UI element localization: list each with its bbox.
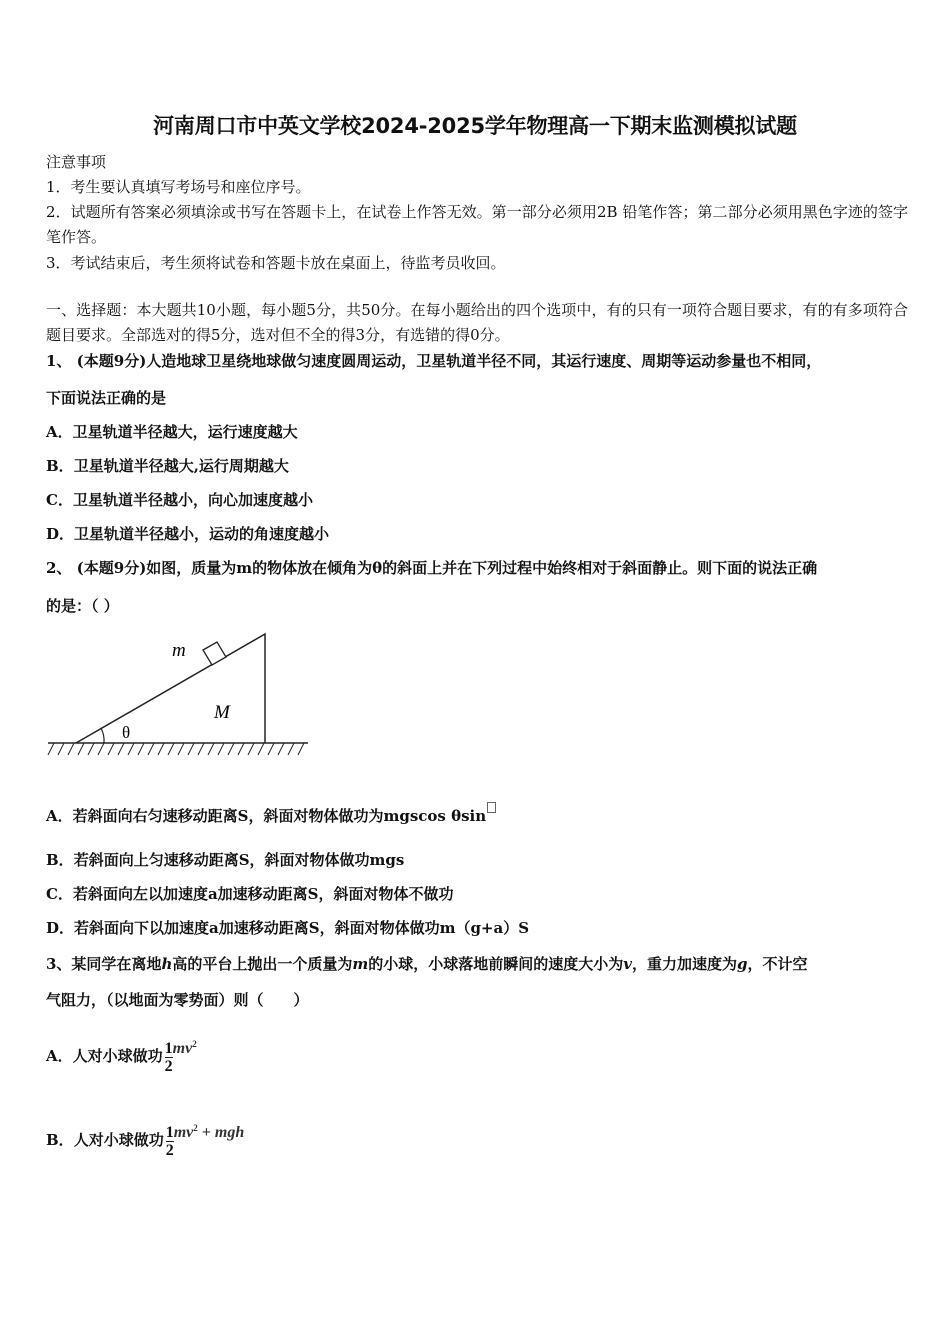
- notice-item-3: 3．考试结束后，考生须将试卷和答题卡放在桌面上，待监考员收回。: [46, 254, 506, 272]
- fraction: [166, 1124, 174, 1159]
- option-label: A．: [46, 423, 73, 441]
- notice-item-2: 2．试题所有答案必须填涂或书写在答题卡上，在试卷上作答无效。第一部分必须用2B 铅笔作答；第二部分必须用黑色字迹的签字笔作答。: [46, 203, 908, 246]
- q1-option-d: [46, 524, 329, 544]
- math-expression: [173, 1040, 197, 1057]
- wedge-label: M: [214, 702, 230, 723]
- q1-stem-line1: 1、 (本题9分)人造地球卫星绕地球做匀速度圆周运动，卫星轨道半径不同，其运行速度、周期等运动参量也不相同，: [46, 352, 822, 370]
- q2-option-a: [46, 802, 496, 826]
- expr-exponent: 2: [192, 1039, 197, 1049]
- q2-option-c: [46, 884, 454, 904]
- option-label: D．: [46, 919, 75, 937]
- q1-option-c: [46, 490, 313, 510]
- option-text: 若斜面向上匀速移动距离S，斜面对物体做功mgs: [73, 851, 405, 869]
- option-label: C．: [46, 491, 73, 509]
- expr-base: mv: [173, 1124, 194, 1141]
- var-m: m: [352, 955, 369, 973]
- var-v: v: [623, 955, 632, 973]
- q3-stem-text: 的小球，小球落地前瞬间的速度大小为: [368, 955, 624, 973]
- fraction-denominator: 2: [165, 1141, 174, 1159]
- q3-stem-text: ，重力加速度为: [631, 955, 737, 973]
- fraction: [165, 1040, 173, 1075]
- option-text: 若斜面向下以加速度a加速移动距离S，斜面对物体做功m（g+a）S: [74, 919, 530, 937]
- option-text: 若斜面向左以加速度a加速移动距离S，斜面对物体不做功: [72, 885, 454, 903]
- option-text: 若斜面向右匀速移动距离S，斜面对物体做功为mgscos θsin: [72, 807, 487, 825]
- expr-exponent: 2: [193, 1123, 198, 1133]
- q2-stem-line1: 2、 (本题9分)如图，质量为m的物体放在倾角为θ的斜面上并在下列过程中始终相对于斜面静止。则下面的说法正确: [46, 559, 818, 577]
- var-h: h: [161, 955, 173, 973]
- option-label: C．: [46, 885, 73, 903]
- option-label: D．: [46, 525, 75, 543]
- option-label: B．: [46, 1131, 74, 1149]
- notice-heading: 注意事项: [46, 153, 107, 171]
- q3-option-a: [46, 1024, 197, 1076]
- block: [203, 642, 226, 665]
- option-text: 卫星轨道半径越大，运行速度越大: [72, 423, 298, 441]
- option-label: B．: [46, 851, 74, 869]
- q3-stem-text: 高的平台上抛出一个质量为: [172, 955, 353, 973]
- var-g: g: [737, 955, 748, 973]
- expr-tail: + mgh: [197, 1124, 245, 1141]
- option-text: 人对小球做功: [73, 1131, 164, 1149]
- fraction-numerator: 1: [165, 1123, 174, 1141]
- q1-option-b: [46, 456, 289, 476]
- option-text: 人对小球做功: [72, 1047, 163, 1065]
- angle-label: θ: [122, 723, 131, 742]
- notice-item-1: 1．考生要认真填写考场号和座位序号。: [46, 178, 311, 196]
- section-intro: 一、选择题：本大题共10小题，每小题5分，共50分。在每小题给出的四个选项中，有的只有一项符合题目要求，有的有多项符合题目要求。全部选对的得5分，选对但不全的得3分，有选错的得0分。: [46, 301, 908, 344]
- q3-option-b: [46, 1108, 244, 1160]
- q3-stem-line2: 气阻力，（以地面为零势面）则（ ）: [46, 991, 309, 1009]
- block-label: m: [172, 640, 186, 661]
- option-label: A．: [46, 1047, 73, 1065]
- angle-arc: [101, 728, 104, 743]
- expr-base: mv: [172, 1040, 193, 1057]
- incline-figure: [46, 628, 316, 760]
- q3-stem-text: ，不计空: [747, 955, 808, 973]
- option-text: 卫星轨道半径越大,运行周期越大: [73, 457, 289, 475]
- option-text: 卫星轨道半径越小，向心加速度越小: [72, 491, 313, 509]
- q2-option-b: [46, 850, 404, 870]
- fraction-numerator: 1: [164, 1039, 173, 1057]
- fraction-denominator: 2: [164, 1057, 173, 1075]
- option-text: 卫星轨道半径越小，运动的角速度越小: [74, 525, 330, 543]
- missing-glyph-box: [487, 802, 496, 813]
- wedge-outline: [76, 634, 265, 743]
- q1-stem-line2: 下面说法正确的是: [46, 389, 167, 407]
- q2-stem-line2: 的是：（ ）: [46, 597, 119, 615]
- option-label: B．: [46, 457, 74, 475]
- ground-hatching: [48, 743, 304, 755]
- q2-option-d: [46, 918, 529, 938]
- option-label: A．: [46, 807, 73, 825]
- page-title: 河南周口市中英文学校2024-2025学年物理高一下期末监测模拟试题: [153, 114, 797, 138]
- q1-option-a: [46, 422, 298, 442]
- math-expression: [174, 1124, 245, 1141]
- q3-stem-text: 3、某同学在离地: [46, 955, 162, 973]
- q3-stem-line1: [46, 954, 808, 974]
